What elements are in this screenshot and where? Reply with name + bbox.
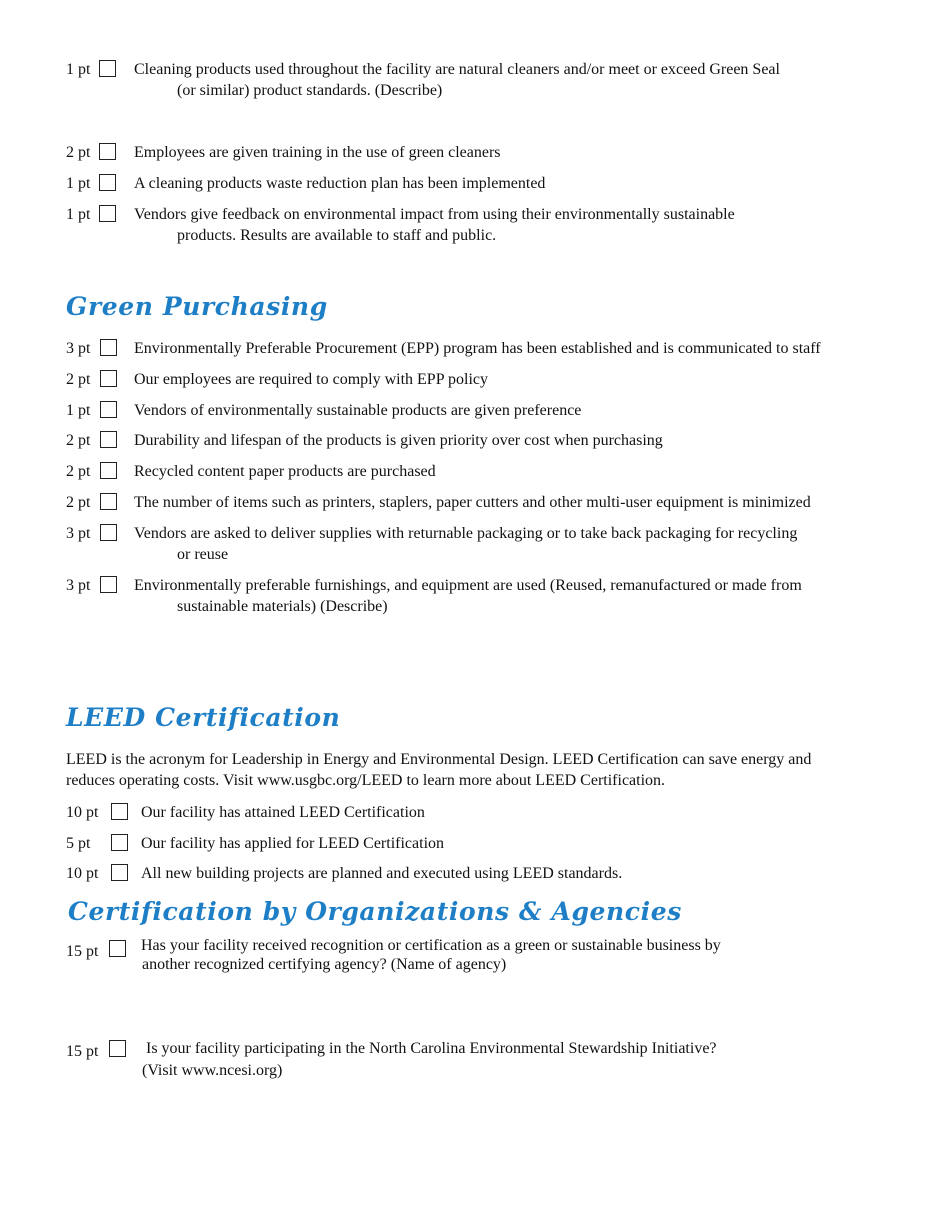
item-text: Durability and lifespan of the products is given priority over cost when purchasing — [134, 432, 663, 449]
points-label: 1 pt — [66, 402, 91, 419]
list-item — [66, 369, 930, 390]
checkbox[interactable] — [111, 803, 128, 820]
checkbox[interactable] — [100, 431, 117, 448]
item-text-continued: or reuse — [177, 546, 229, 563]
list-item — [66, 59, 930, 99]
list-item — [66, 173, 930, 194]
list-item — [66, 430, 930, 451]
checkbox[interactable] — [111, 864, 128, 881]
points-label: 2 pt — [66, 144, 91, 161]
checkbox[interactable] — [100, 576, 117, 593]
points-label: 15 pt — [66, 1043, 99, 1060]
points-label: 15 pt — [66, 943, 99, 960]
item-text: Our facility has attained LEED Certification — [141, 804, 425, 821]
list-item — [66, 400, 930, 421]
item-text: Employees are given training in the use of green cleaners — [134, 144, 501, 161]
leed-intro-paragraph — [66, 749, 926, 791]
points-label: 5 pt — [66, 835, 91, 852]
item-text: Our employees are required to comply with EPP policy — [134, 371, 488, 388]
points-label: 2 pt — [66, 494, 91, 511]
checkbox[interactable] — [111, 834, 128, 851]
points-label: 10 pt — [66, 865, 99, 882]
list-item — [66, 204, 930, 244]
list-item — [66, 937, 930, 973]
checkbox[interactable] — [100, 401, 117, 418]
item-text: The number of items such as printers, staplers, paper cutters and other multi-user equipment is minimized — [134, 494, 811, 511]
list-item — [66, 1040, 930, 1079]
list-item — [66, 833, 930, 854]
list-item — [66, 142, 930, 163]
checkbox[interactable] — [109, 940, 126, 957]
points-label: 2 pt — [66, 432, 91, 449]
item-text: Environmentally preferable furnishings, and equipment are used (Reused, remanufactured or made from — [134, 577, 802, 594]
item-text: Environmentally Preferable Procurement (EPP) program has been established and is communicated to staff — [134, 340, 821, 357]
points-label: 1 pt — [66, 61, 91, 78]
item-text-continued: products. Results are available to staff and public. — [177, 227, 497, 244]
checkbox[interactable] — [100, 524, 117, 541]
list-item — [66, 338, 930, 359]
points-label: 3 pt — [66, 577, 91, 594]
item-text: Is your facility participating in the North Carolina Environmental Stewardship Initiative? — [142, 1040, 717, 1057]
item-text-continued: (or similar) product standards. (Describe) — [177, 82, 443, 99]
points-label: 1 pt — [66, 206, 91, 223]
item-text: Vendors of environmentally sustainable products are given preference — [134, 402, 582, 419]
section-title-certification-organizations: Certification by Organizations & Agencies — [68, 897, 682, 926]
item-text-continued: sustainable materials) (Describe) — [177, 598, 388, 615]
points-label: 1 pt — [66, 175, 91, 192]
item-text-continued: (Visit www.ncesi.org) — [142, 1062, 283, 1079]
item-text: Has your facility received recognition or certification as a green or sustainable business by — [141, 937, 721, 954]
item-text: All new building projects are planned and executed using LEED standards. — [141, 865, 623, 882]
points-label: 3 pt — [66, 340, 91, 357]
points-label: 2 pt — [66, 371, 91, 388]
list-item — [66, 802, 930, 823]
checkbox[interactable] — [100, 339, 117, 356]
checkbox[interactable] — [99, 60, 116, 77]
section-title-green-purchasing: Green Purchasing — [66, 292, 328, 321]
item-text: Cleaning products used throughout the facility are natural cleaners and/or meet or exceed Green Seal — [134, 61, 780, 78]
checkbox[interactable] — [99, 174, 116, 191]
points-label: 2 pt — [66, 463, 91, 480]
checkbox[interactable] — [109, 1040, 126, 1057]
section-title-leed-certification: LEED Certification — [66, 703, 341, 732]
leed-intro-line: LEED is the acronym for Leadership in Energy and Environmental Design. LEED Certification can save energy and — [66, 751, 812, 768]
list-item — [66, 575, 930, 615]
checkbox[interactable] — [100, 462, 117, 479]
item-text: Vendors are asked to deliver supplies with returnable packaging or to take back packaging for recycling — [134, 525, 798, 542]
item-text-continued: another recognized certifying agency? (Name of agency) — [142, 956, 507, 973]
list-item — [66, 461, 930, 482]
checkbox[interactable] — [100, 493, 117, 510]
item-text: A cleaning products waste reduction plan has been implemented — [134, 175, 546, 192]
leed-intro-line: reduces operating costs. Visit www.usgbc.org/LEED to learn more about LEED Certification. — [66, 772, 666, 789]
item-text: Our facility has applied for LEED Certification — [141, 835, 445, 852]
item-text: Recycled content paper products are purchased — [134, 463, 436, 480]
checkbox[interactable] — [99, 143, 116, 160]
checkbox[interactable] — [100, 370, 117, 387]
list-item — [66, 492, 930, 513]
checkbox[interactable] — [99, 205, 116, 222]
points-label: 10 pt — [66, 804, 99, 821]
item-text: Vendors give feedback on environmental impact from using their environmentally sustainable — [134, 206, 735, 223]
points-label: 3 pt — [66, 525, 91, 542]
list-item — [66, 863, 930, 884]
list-item — [66, 523, 930, 563]
